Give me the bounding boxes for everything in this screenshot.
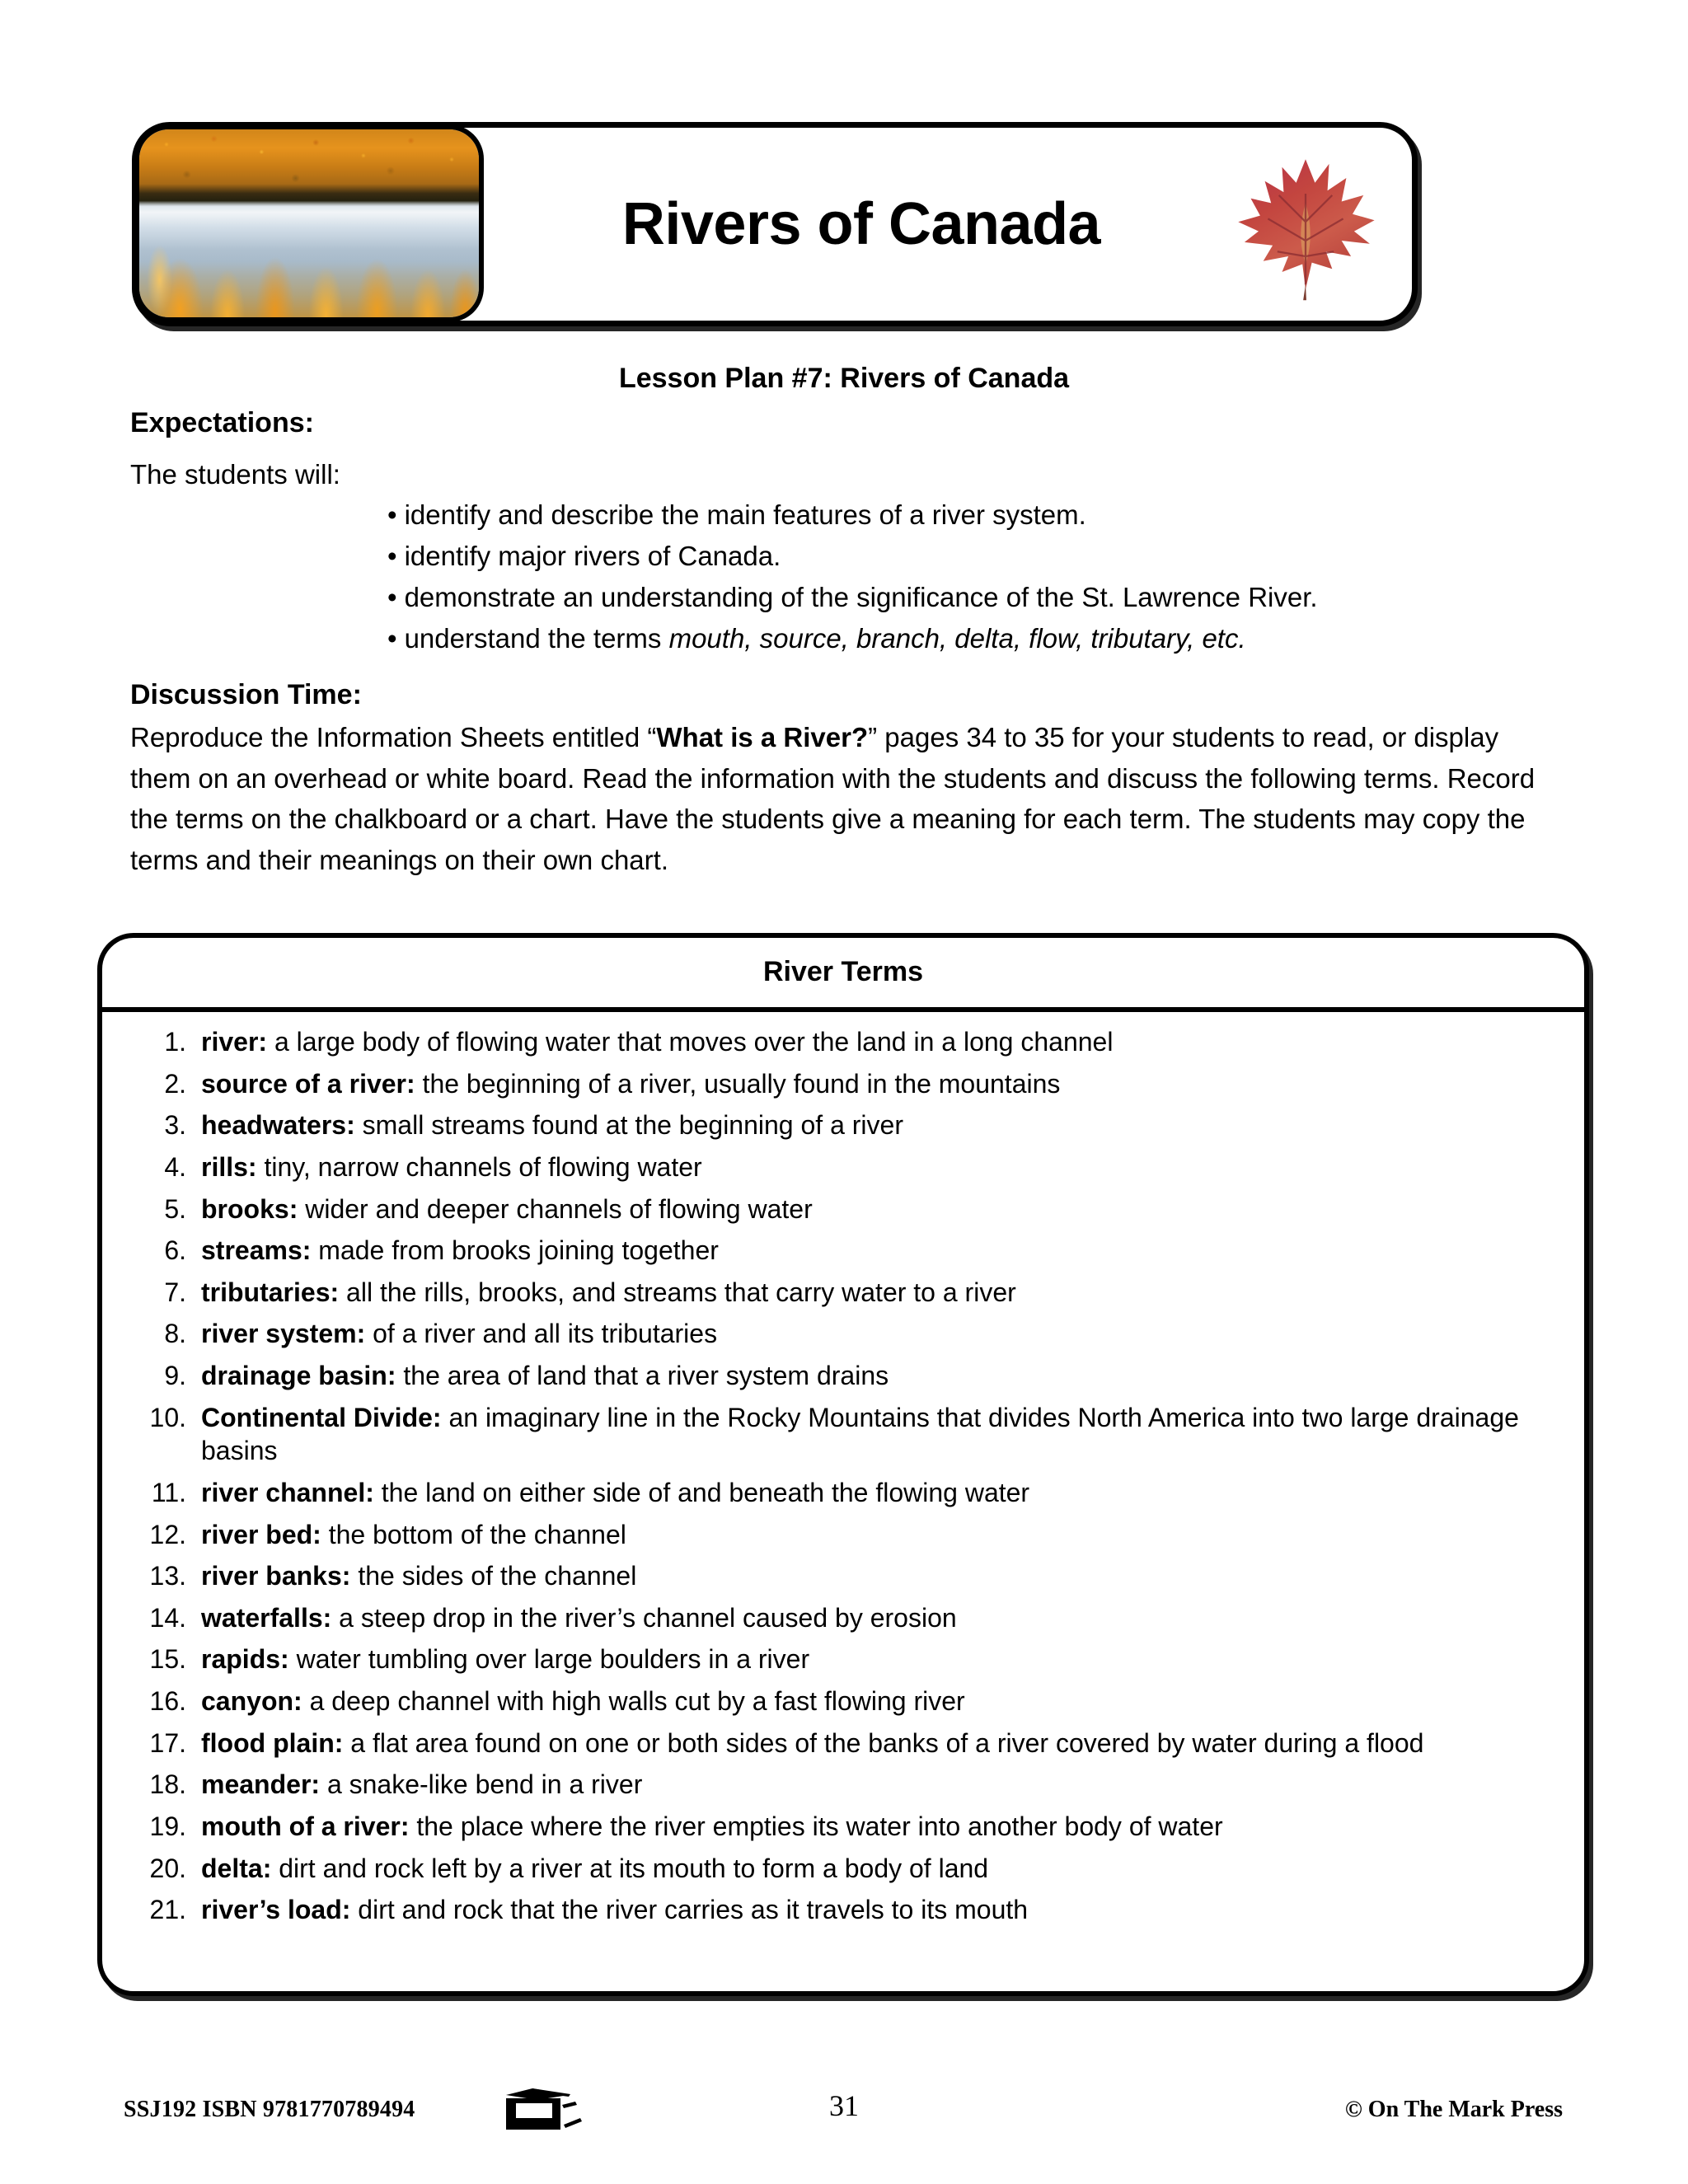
term-row [130,1359,1556,1393]
term-body [201,1601,1556,1635]
term-definition: a snake-like bend in a river [320,1769,643,1800]
term-row [130,1685,1556,1718]
term-row [130,1768,1556,1802]
term-number: 7. [164,1277,186,1307]
term-number: 19. [149,1811,186,1841]
term-body [201,1476,1556,1510]
term-word: flood plain: [201,1727,344,1758]
term-body [201,1768,1556,1802]
list-item [387,494,1318,536]
term-body [201,1852,1556,1886]
term-number: 6. [164,1235,186,1266]
term-definition: of a river and all its tributaries [365,1319,718,1349]
discussion-text-before: Reproduce the Information Sheets entitled “ [130,722,657,752]
term-definition: a flat area found on one or both sides of the banks of a river covered by water during a flood [343,1727,1424,1758]
term-definition: made from brooks joining together [311,1235,719,1266]
term-body [201,1193,1556,1226]
bullet-text: demonstrate an understanding of the significance of the St. Lawrence River. [404,582,1318,613]
term-row [130,1193,1556,1226]
term-definition: a steep drop in the river’s channel caused by erosion [331,1602,957,1633]
term-row [130,1025,1556,1059]
term-word: rills: [201,1151,257,1182]
term-body [201,1067,1556,1101]
term-row [130,1476,1556,1510]
term-word: river system: [201,1319,366,1349]
bullet-text: identify and describe the main features of a river system. [404,499,1086,530]
term-row [130,1108,1556,1142]
term-row [130,1643,1556,1676]
term-number: 16. [149,1686,186,1716]
term-definition: dirt and rock left by a river at its mouth to form a body of land [271,1853,989,1883]
term-word: river’s load: [201,1895,351,1925]
term-row [130,1559,1556,1593]
expectations-bullet-list [387,494,1318,660]
term-word: mouth of a river: [201,1811,410,1841]
term-body [201,1151,1556,1184]
term-number: 12. [149,1519,186,1549]
term-word: river bed: [201,1519,321,1549]
term-definition: the beginning of a river, usually found in the mountains [415,1068,1061,1099]
term-row [130,1601,1556,1635]
discussion-text-after: ” pages 34 to 35 for your students to read, or display them on an overhead or white board. Read the information with the students and discuss the following terms. Record the terms on the chalkboard or a chart. Have the students give a meaning for each term. The students may copy the terms and their meanings on their own chart. [130,722,1536,875]
term-number: 2. [164,1068,186,1099]
term-row [130,1401,1556,1468]
bullet-text-italic: mouth, source, branch, delta, flow, tributary, etc. [668,623,1246,654]
term-number: 9. [164,1361,186,1390]
term-definition: the sides of the channel [350,1561,637,1591]
term-definition: the area of land that a river system drains [396,1361,889,1390]
term-body [201,1893,1556,1927]
term-word: river banks: [201,1561,351,1591]
expectations-intro: The students will: [130,459,340,490]
term-number: 10. [149,1402,186,1432]
term-body [201,1518,1556,1552]
term-body [201,1685,1556,1718]
bullet-icon: • [387,582,397,613]
term-word: waterfalls: [201,1602,332,1633]
term-row [130,1518,1556,1552]
term-word: Continental Divide: [201,1402,442,1432]
page-title: Rivers of Canada [621,191,1101,257]
term-definition: the land on either side of and beneath the flowing water [373,1477,1030,1507]
term-number: 20. [149,1853,186,1883]
term-row [130,1234,1556,1268]
term-word: headwaters: [201,1110,355,1141]
term-number: 13. [149,1561,186,1591]
term-definition: water tumbling over large boulders in a river [288,1644,810,1675]
term-body [201,1643,1556,1676]
expectations-heading: Expectations: [130,407,314,438]
term-word: streams: [201,1235,312,1266]
term-definition: all the rills, brooks, and streams that carry water to a river [339,1277,1016,1307]
term-definition: tiny, narrow channels of flowing water [256,1151,702,1182]
maple-leaf-icon [1227,144,1384,306]
river-terms-divider [102,1007,1584,1012]
term-row [130,1810,1556,1844]
autumn-river-photo [134,124,484,322]
term-definition: the place where the river empties its water into another body of water [409,1811,1223,1841]
river-terms-list [102,1025,1584,1935]
term-body [201,1359,1556,1393]
term-row [130,1852,1556,1886]
term-word: source of a river: [201,1068,415,1099]
term-body [201,1276,1556,1310]
term-definition: dirt and rock that the river carries as it travels to its mouth [350,1895,1029,1925]
term-number: 18. [149,1769,186,1800]
list-item [387,618,1318,659]
term-definition: wider and deeper channels of flowing water [298,1193,813,1224]
header-banner [132,122,1418,326]
bullet-icon: • [387,541,397,572]
term-body [201,1810,1556,1844]
list-item [387,577,1318,618]
term-body [201,1108,1556,1142]
term-body [201,1317,1556,1351]
term-number: 4. [164,1151,186,1182]
river-terms-title: River Terms [762,956,924,987]
term-body [201,1559,1556,1593]
term-body [201,1025,1556,1059]
term-number: 3. [164,1110,186,1141]
list-item [387,536,1318,577]
term-number: 1. [164,1027,186,1057]
discussion-time-paragraph [130,717,1564,880]
page-number: 31 [829,2089,859,2122]
lesson-plan-subtitle: Lesson Plan #7: Rivers of Canada [618,363,1070,394]
term-number: 14. [149,1602,186,1633]
term-body [201,1234,1556,1268]
term-word: canyon: [201,1686,302,1716]
term-word: river: [201,1027,268,1057]
term-definition: a large body of flowing water that moves over the land in a long channel [267,1027,1114,1057]
term-definition: an imaginary line in the Rocky Mountains that divides North America into two large drainage basins [201,1402,1519,1466]
term-row [130,1317,1556,1351]
bullet-icon: • [387,499,397,530]
term-row [130,1067,1556,1101]
photo-foliage-texture [139,129,479,317]
term-row [130,1276,1556,1310]
footer-copyright: © On The Mark Press [1344,2097,1563,2122]
term-number: 11. [151,1477,186,1507]
term-row [130,1727,1556,1760]
river-terms-box [97,933,1589,1996]
term-number: 15. [149,1644,186,1675]
footer-isbn: SSJ192 ISBN 9781770789494 [124,2097,415,2122]
discussion-time-heading: Discussion Time: [130,679,362,710]
term-body [201,1727,1556,1760]
term-row [130,1893,1556,1927]
term-row [130,1151,1556,1184]
term-definition: a deep channel with high walls cut by a fast flowing river [302,1686,965,1716]
term-word: meander: [201,1769,321,1800]
term-number: 8. [164,1319,186,1349]
term-definition: the bottom of the channel [321,1519,626,1549]
term-body [201,1401,1556,1468]
term-word: delta: [201,1853,272,1883]
term-word: drainage basin: [201,1361,396,1390]
term-number: 5. [164,1193,186,1224]
bullet-text: understand the terms [404,623,669,654]
discussion-text-bold: What is a River? [656,722,869,752]
bullet-text: identify major rivers of Canada. [404,541,781,572]
bullet-icon: • [387,623,397,654]
term-word: tributaries: [201,1277,340,1307]
term-word: river channel: [201,1477,374,1507]
term-word: brooks: [201,1193,298,1224]
term-word: rapids: [201,1644,289,1675]
term-definition: small streams found at the beginning of a river [354,1110,903,1141]
term-number: 21. [149,1895,186,1925]
page-footer [0,2085,1688,2143]
term-number: 17. [149,1727,186,1758]
